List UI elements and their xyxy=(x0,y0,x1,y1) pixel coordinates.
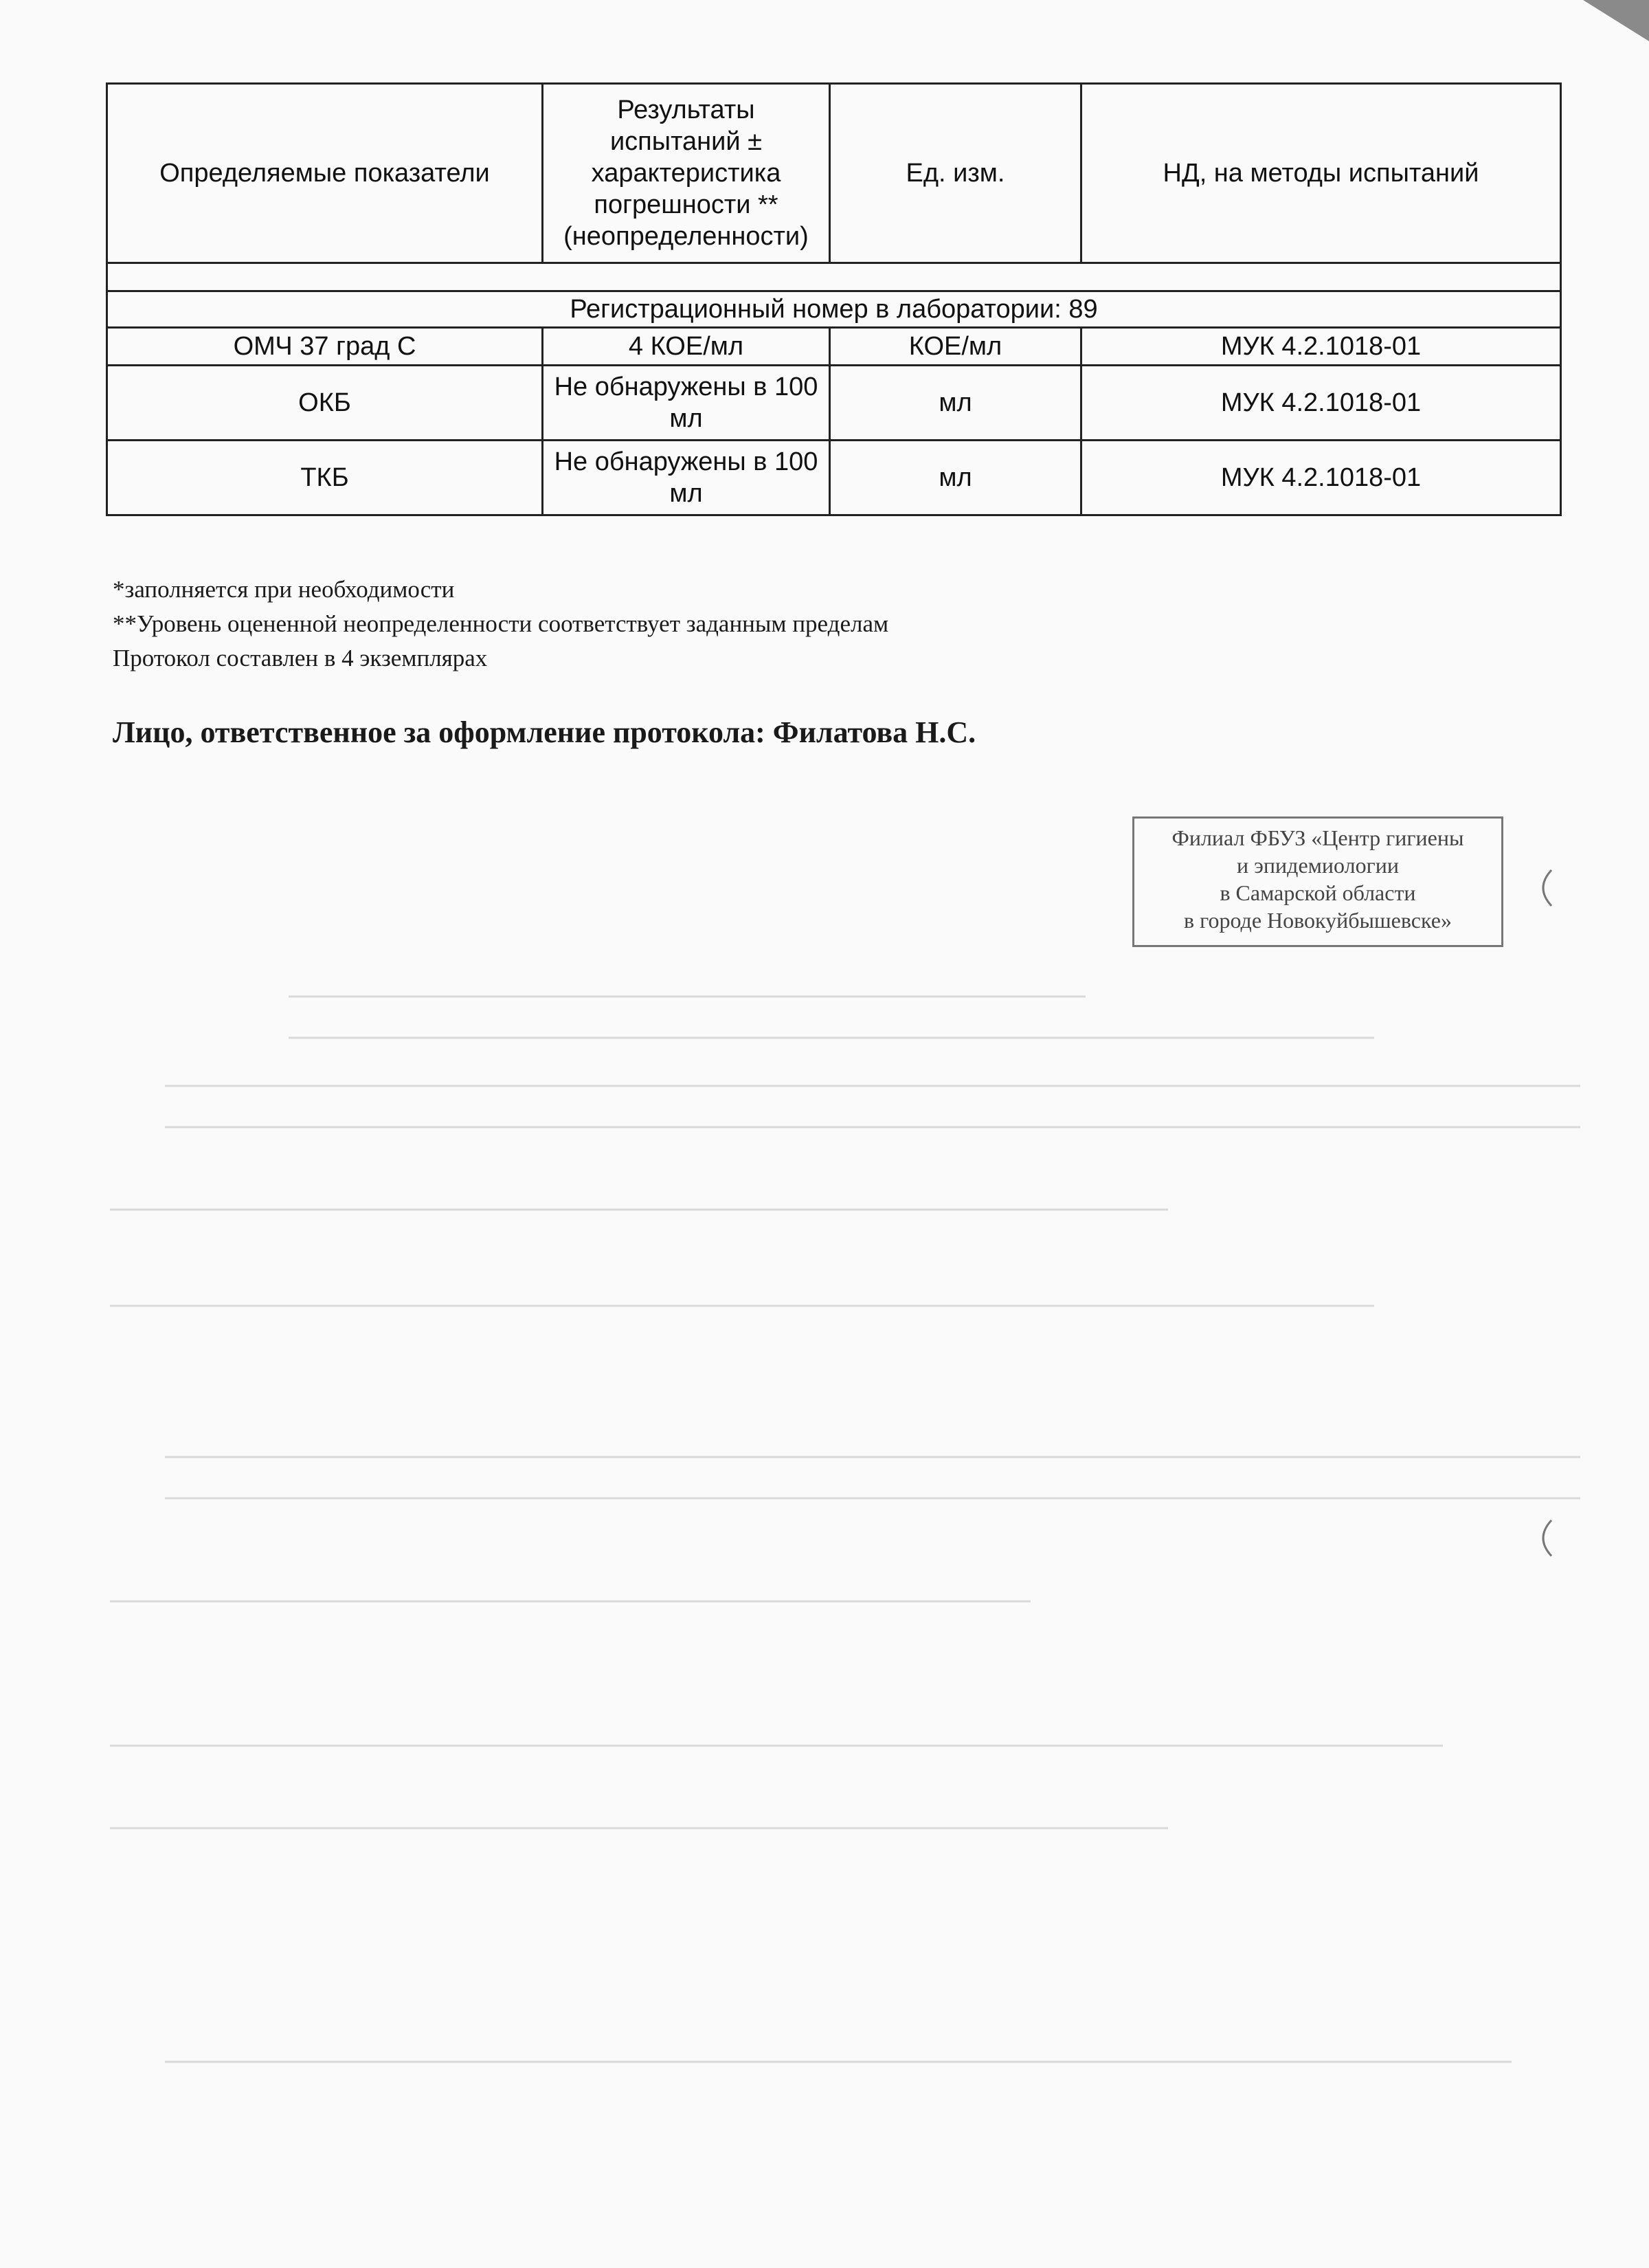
registration-row xyxy=(107,291,1561,328)
registration-number: Регистрационный номер в лаборатории: 89 xyxy=(107,291,1561,328)
table-spacer-row xyxy=(107,263,1561,291)
header-indicator: Определяемые показатели xyxy=(107,84,543,263)
results-table xyxy=(106,82,1562,516)
unit-cell: КОЕ/мл xyxy=(830,328,1081,366)
result-cell: Не обнаружены в 100 мл xyxy=(543,441,830,515)
indicator-cell: ТКБ xyxy=(107,441,543,515)
indicator-cell: ОМЧ 37 град С xyxy=(107,328,543,366)
punch-hole-mark-icon xyxy=(1531,1517,1558,1559)
table-row xyxy=(107,366,1561,441)
method-cell: МУК 4.2.1018-01 xyxy=(1081,441,1561,515)
unit-cell: мл xyxy=(830,441,1081,515)
stamp-line: Филиал ФБУЗ «Центр гигиены xyxy=(1171,825,1464,850)
result-cell: Не обнаружены в 100 мл xyxy=(543,366,830,441)
indicator-cell: ОКБ xyxy=(107,366,543,441)
unit-cell: мл xyxy=(830,366,1081,441)
method-cell: МУК 4.2.1018-01 xyxy=(1081,328,1561,366)
method-cell: МУК 4.2.1018-01 xyxy=(1081,366,1561,441)
table-row xyxy=(107,328,1561,366)
stamp-line: в городе Новокуйбышевске» xyxy=(1184,908,1452,933)
table-row xyxy=(107,441,1561,515)
header-result: Результаты испытаний ± характеристика погрешности **(неопределенности) xyxy=(543,84,830,263)
result-cell: 4 КОЕ/мл xyxy=(543,328,830,366)
header-method: НД, на методы испытаний xyxy=(1081,84,1561,263)
note-copies: Протокол составлен в 4 экземплярах xyxy=(113,645,488,671)
note-uncertainty: **Уровень оцененной неопределенности соответствует заданным пределам xyxy=(113,610,889,637)
responsible-person: Лицо, ответственное за оформление протокола: Филатова Н.С. xyxy=(113,715,976,749)
organization-stamp xyxy=(1132,816,1503,947)
header-unit: Ед. изм. xyxy=(830,84,1081,263)
punch-hole-mark-icon xyxy=(1531,867,1558,909)
stamp-line: в Самарской области xyxy=(1220,880,1416,905)
spacer-cell xyxy=(107,263,1561,291)
stamp-line: и эпидемиологии xyxy=(1237,853,1399,878)
table-header-row xyxy=(107,84,1561,263)
note-asterisk: *заполняется при необходимости xyxy=(113,576,455,603)
